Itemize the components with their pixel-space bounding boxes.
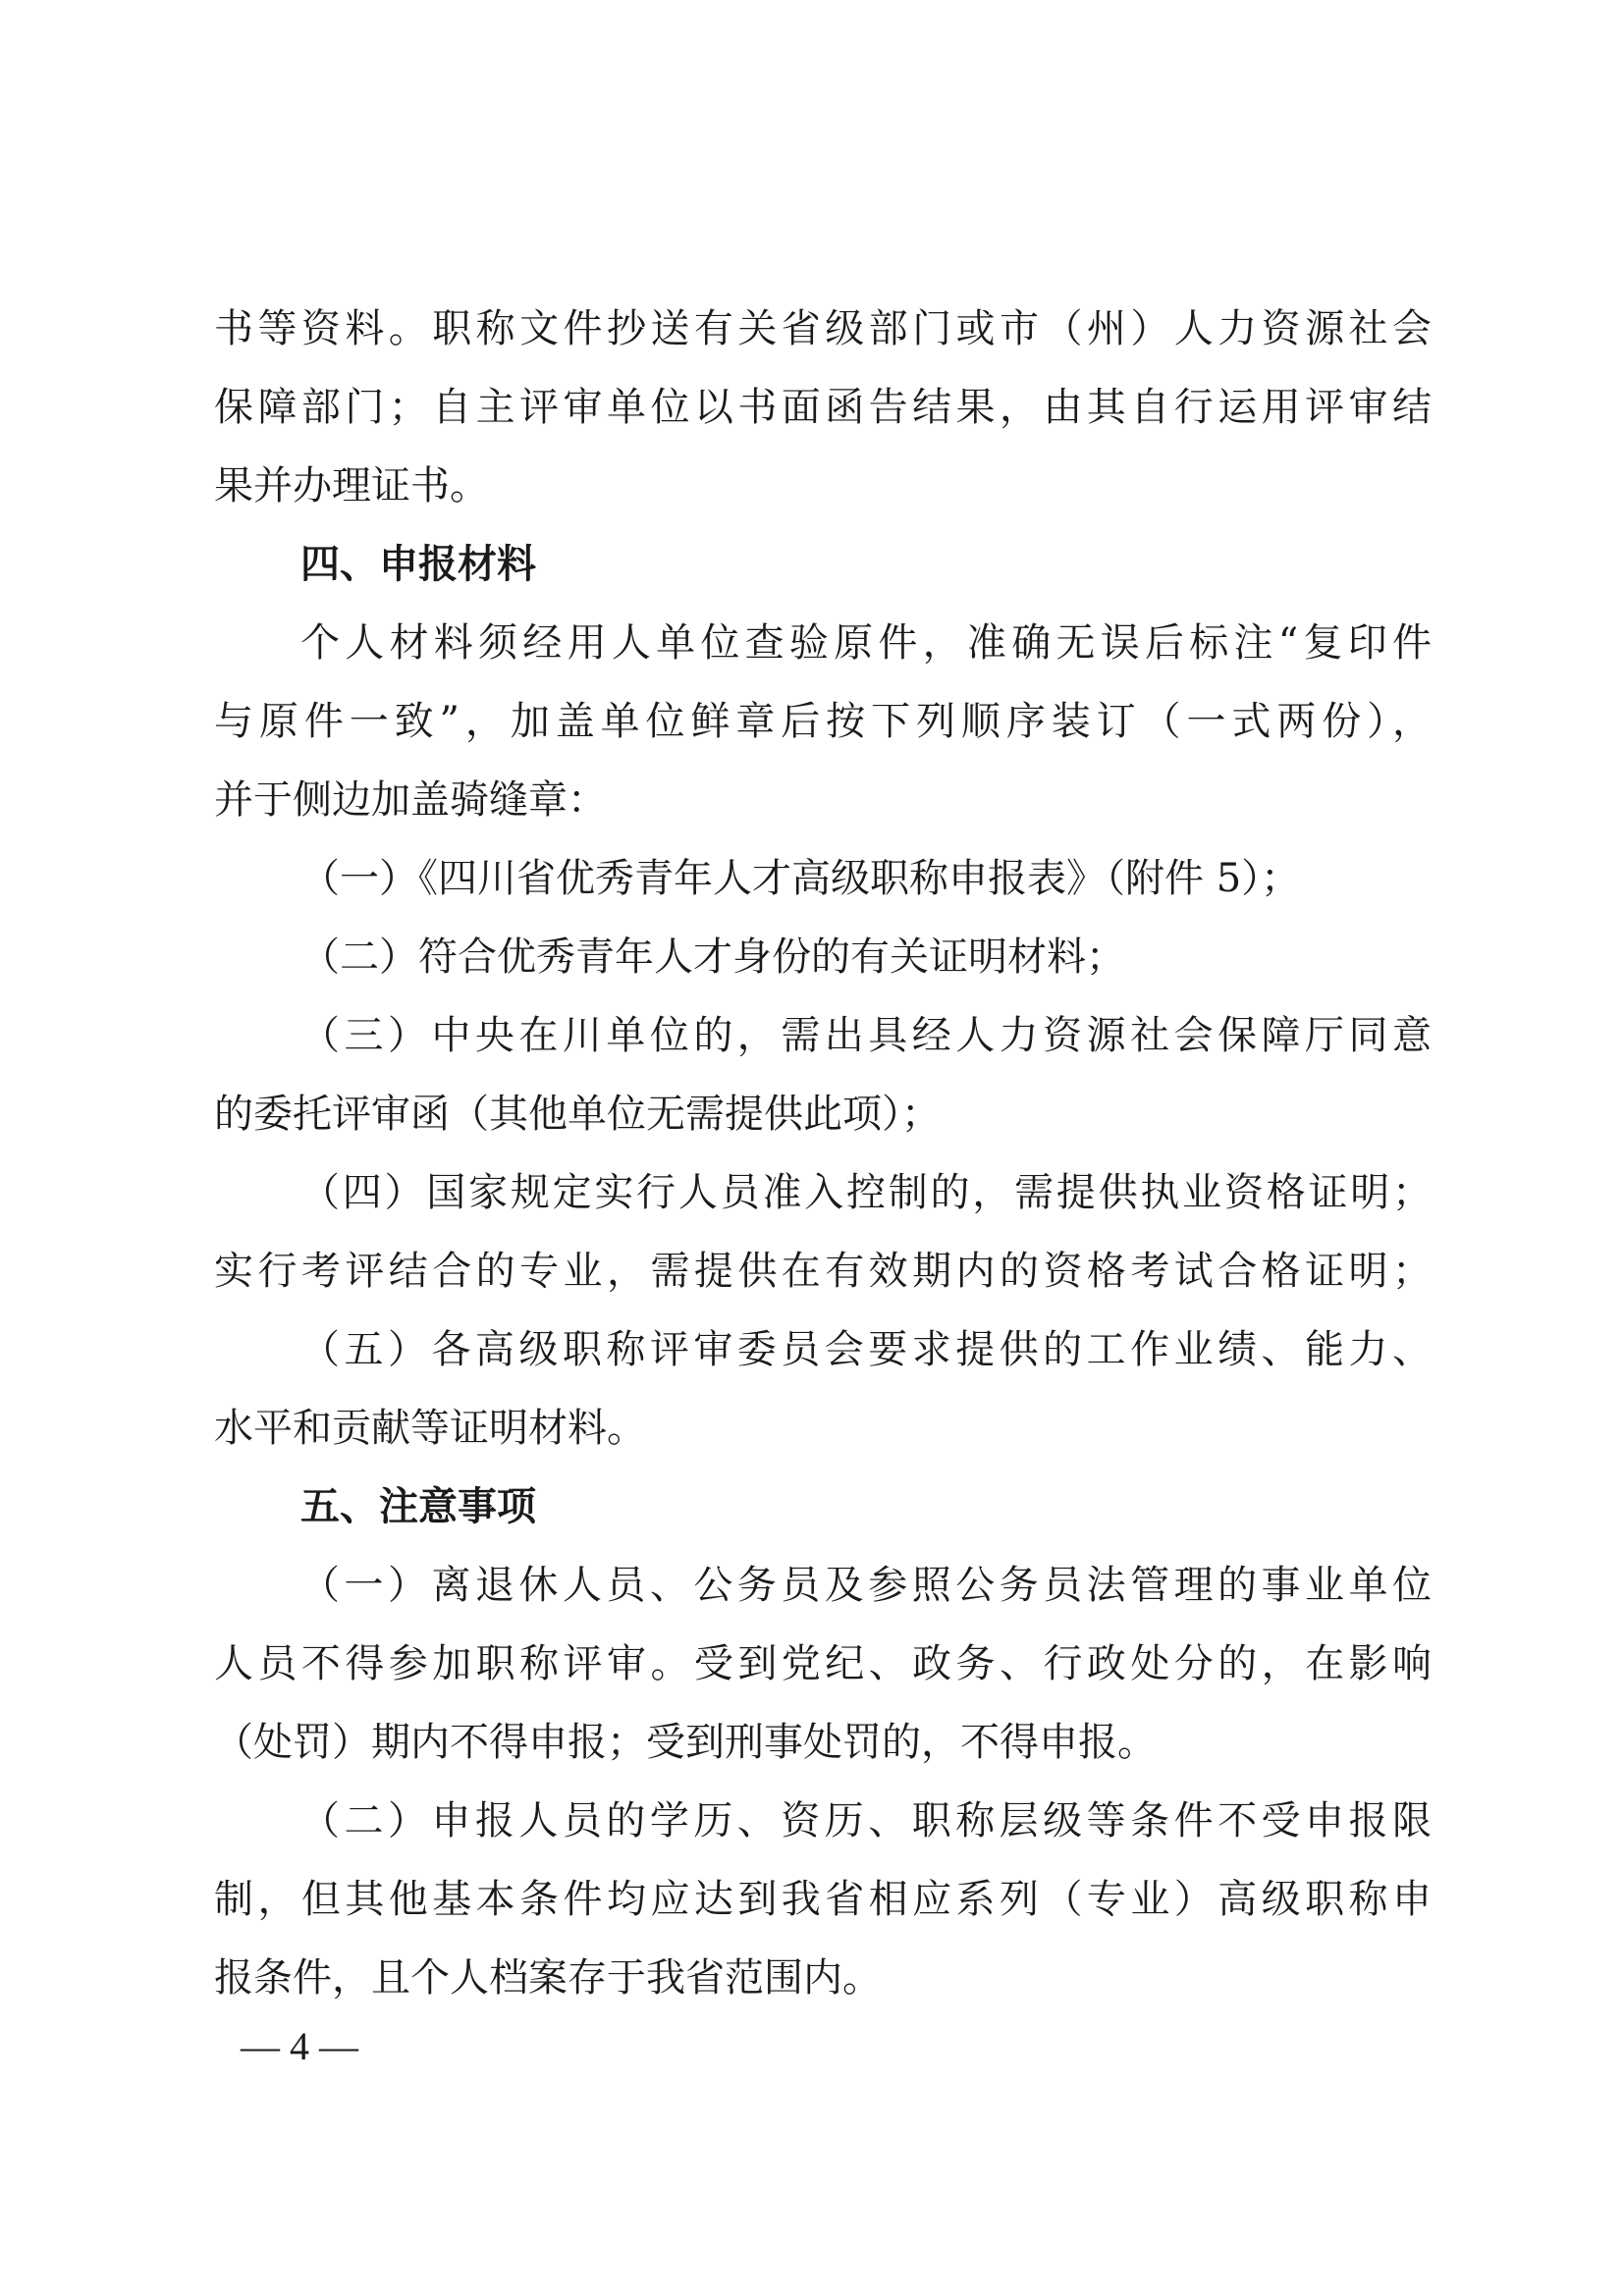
list-item-line: （四）国家规定实行人员准入控制的，需提供执业资格证明；: [300, 1170, 1432, 1215]
list-item-line: （三）中央在川单位的，需出具经人力资源社会保障厅同意: [300, 1013, 1432, 1058]
paragraph-line: 书等资料。职称文件抄送有关省级部门或市（州）人力资源社会: [214, 306, 1432, 351]
section-heading-notes: 五、注意事项: [300, 1484, 536, 1529]
list-item-line: （二）符合优秀青年人才身份的有关证明材料；: [300, 934, 1125, 980]
list-item-line: 人员不得参加职称评审。受到党纪、政务、行政处分的，在影响: [214, 1641, 1432, 1686]
paragraph-line: 个人材料须经用人单位查验原件，准确无误后标注“复印件: [300, 620, 1432, 666]
list-item-line: 的委托评审函（其他单位无需提供此项）；: [214, 1092, 941, 1137]
list-item-line: （五）各高级职称评审委员会要求提供的工作业绩、能力、: [300, 1327, 1432, 1372]
list-item-line: 制，但其他基本条件均应达到我省相应系列（专业）高级职称申: [214, 1877, 1432, 1922]
list-item-line: （一）离退休人员、公务员及参照公务员法管理的事业单位: [300, 1563, 1432, 1608]
paragraph-line: 保障部门；自主评审单位以书面函告结果，由其自行运用评审结: [214, 385, 1432, 430]
page-number: — 4 —: [241, 2024, 358, 2068]
list-item-line: （一）《四川省优秀青年人才高级职称申报表》（附件 5）；: [300, 856, 1301, 901]
list-item-line: （处罚）期内不得申报；受到刑事处罚的，不得申报。: [214, 1720, 1157, 1765]
list-item-line: 报条件，且个人档案存于我省范围内。: [214, 1955, 882, 2001]
list-item-line: （二）申报人员的学历、资历、职称层级等条件不受申报限: [300, 1798, 1432, 1843]
section-heading-application-materials: 四、申报材料: [300, 542, 536, 587]
paragraph-line: 与原件一致”，加盖单位鲜章后按下列顺序装订（一式两份），: [214, 699, 1432, 744]
paragraph-line: 果并办理证书。: [214, 463, 489, 508]
list-item-line: 水平和贡献等证明材料。: [214, 1406, 646, 1451]
list-item-line: 实行考评结合的专业，需提供在有效期内的资格考试合格证明；: [214, 1249, 1432, 1294]
paragraph-line: 并于侧边加盖骑缝章：: [214, 777, 607, 823]
